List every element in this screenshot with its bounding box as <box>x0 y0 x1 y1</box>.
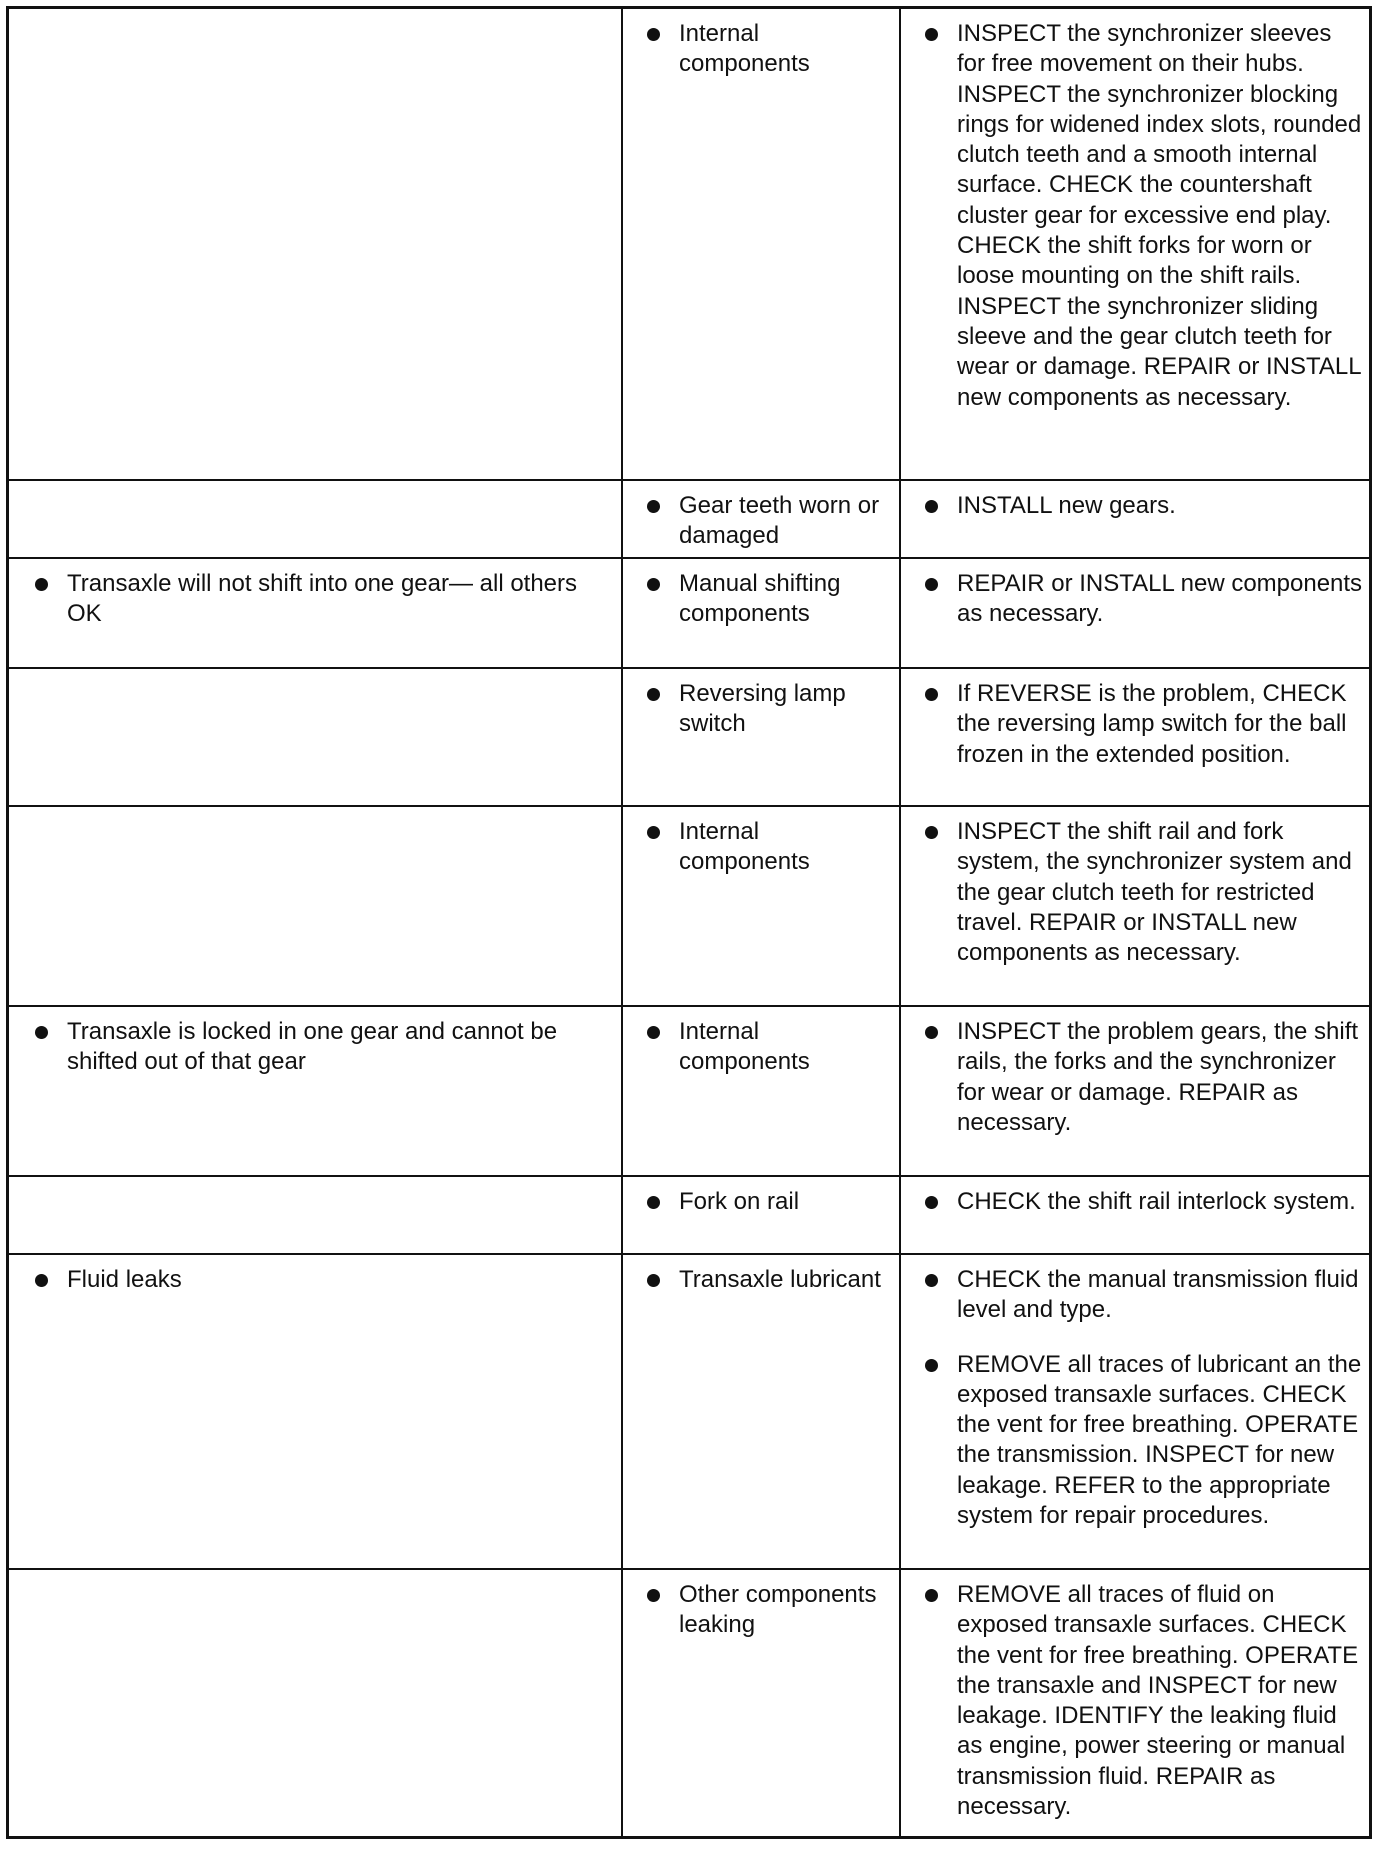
action-item <box>923 1265 1363 1326</box>
symptom-item <box>33 569 611 630</box>
source-text: Reversing lamp switch <box>679 680 846 738</box>
bullet-icon <box>647 1274 660 1287</box>
action-item <box>923 19 1363 413</box>
source-text: Internal components <box>679 818 810 876</box>
action-text: REPAIR or INSTALL new components as necessary. <box>957 570 1363 628</box>
source-item <box>645 19 893 80</box>
action-cell <box>901 1007 1369 1177</box>
source-cell <box>623 1007 901 1177</box>
symptom-cell <box>9 1570 623 1836</box>
action-item <box>923 1017 1363 1138</box>
bullet-icon <box>647 1589 660 1602</box>
action-item <box>923 1187 1363 1217</box>
action-text: CHECK the manual transmission fluid level and type. <box>957 1266 1359 1324</box>
bullet-icon <box>925 1274 938 1287</box>
source-item <box>645 569 893 630</box>
bullet-icon <box>647 826 660 839</box>
symptom-cell <box>9 1177 623 1255</box>
source-cell <box>623 1570 901 1836</box>
source-item <box>645 1580 893 1641</box>
bullet-icon <box>35 1026 48 1039</box>
action-item <box>923 817 1363 968</box>
symptom-item <box>33 1017 611 1078</box>
action-item <box>923 569 1363 630</box>
diagnosis-table <box>6 6 1372 1839</box>
action-text: If REVERSE is the problem, CHECK the reversing lamp switch for the ball frozen in the extended position. <box>957 680 1347 768</box>
source-text: Internal components <box>679 20 810 78</box>
bullet-icon <box>647 578 660 591</box>
symptom-cell <box>9 807 623 1007</box>
source-cell <box>623 669 901 807</box>
source-text: Internal components <box>679 1018 810 1076</box>
action-cell <box>901 807 1369 1007</box>
bullet-icon <box>925 578 938 591</box>
action-text: INSPECT the shift rail and fork system, the synchronizer system and the gear clutch teeth for restricted travel. REPAIR or INSTALL new components as necessary. <box>957 818 1352 967</box>
symptom-item <box>33 1265 611 1295</box>
action-item <box>923 1580 1363 1822</box>
symptom-text: Fluid leaks <box>67 1266 182 1293</box>
action-text: INSPECT the problem gears, the shift rails, the forks and the synchronizer for wear or damage. REPAIR as necessary. <box>957 1018 1359 1136</box>
bullet-icon <box>925 1196 938 1209</box>
source-item <box>645 1265 893 1295</box>
action-item <box>923 679 1363 770</box>
symptom-cell <box>9 9 623 481</box>
source-item <box>645 679 893 740</box>
source-cell <box>623 1177 901 1255</box>
source-cell <box>623 9 901 481</box>
source-item <box>645 817 893 878</box>
action-item <box>923 1350 1363 1532</box>
symptom-cell <box>9 559 623 669</box>
bullet-icon <box>647 1026 660 1039</box>
bullet-icon <box>925 1359 938 1372</box>
bullet-icon <box>925 688 938 701</box>
action-text: INSPECT the synchronizer sleeves for free movement on their hubs. INSPECT the synchronizer blocking rings for widened index slots, rounded clutch teeth and a smooth internal surface. CHECK the countershaft cluster gear for excessive end play. CHECK the shift forks for worn or loose mounting on the shift rails. INSPECT the synchronizer sliding sleeve and the gear clutch teeth for wear or damage. REPAIR or INSTALL new components as necessary. <box>957 20 1362 411</box>
source-item <box>645 1187 893 1217</box>
action-cell <box>901 9 1369 481</box>
source-cell <box>623 559 901 669</box>
action-text: REMOVE all traces of lubricant an the exposed transaxle surfaces. CHECK the vent for free breathing. OPERATE the transmission. INSPECT for new leakage. REFER to the appropriate system for repair procedures. <box>957 1350 1362 1530</box>
source-cell <box>623 1255 901 1570</box>
symptom-cell <box>9 481 623 559</box>
symptom-cell <box>9 1255 623 1570</box>
bullet-icon <box>925 1589 938 1602</box>
bullet-icon <box>925 826 938 839</box>
symptom-text: Transaxle is locked in one gear and cannot be shifted out of that gear <box>67 1018 558 1076</box>
source-cell <box>623 807 901 1007</box>
bullet-icon <box>925 28 938 41</box>
symptom-cell <box>9 1007 623 1177</box>
action-cell <box>901 559 1369 669</box>
bullet-icon <box>647 500 660 513</box>
source-text: Fork on rail <box>679 1188 800 1215</box>
source-text: Transaxle lubricant <box>679 1266 881 1293</box>
source-text: Manual shifting components <box>679 570 841 628</box>
symptom-cell <box>9 669 623 807</box>
bullet-icon <box>925 500 938 513</box>
action-cell <box>901 1255 1369 1570</box>
action-item <box>923 491 1363 521</box>
action-text: INSTALL new gears. <box>957 492 1176 519</box>
source-item <box>645 1017 893 1078</box>
bullet-icon <box>647 688 660 701</box>
bullet-icon <box>925 1026 938 1039</box>
symptom-text: Transaxle will not shift into one gear— all others OK <box>67 570 578 628</box>
action-text: CHECK the shift rail interlock system. <box>957 1188 1356 1215</box>
bullet-icon <box>35 578 48 591</box>
source-text: Gear teeth worn or damaged <box>679 492 880 550</box>
action-text: REMOVE all traces of fluid on exposed transaxle surfaces. CHECK the vent for free breathing. OPERATE the transaxle and INSPECT for new leakage. IDENTIFY the leaking fluid as engine, power steering or manual transmission fluid. REPAIR as necessary. <box>957 1581 1359 1821</box>
action-cell <box>901 481 1369 559</box>
source-item <box>645 491 893 552</box>
action-cell <box>901 1177 1369 1255</box>
source-cell <box>623 481 901 559</box>
source-text: Other components leaking <box>679 1581 877 1639</box>
bullet-icon <box>647 28 660 41</box>
bullet-icon <box>647 1196 660 1209</box>
action-cell <box>901 1570 1369 1836</box>
action-cell <box>901 669 1369 807</box>
bullet-icon <box>35 1274 48 1287</box>
